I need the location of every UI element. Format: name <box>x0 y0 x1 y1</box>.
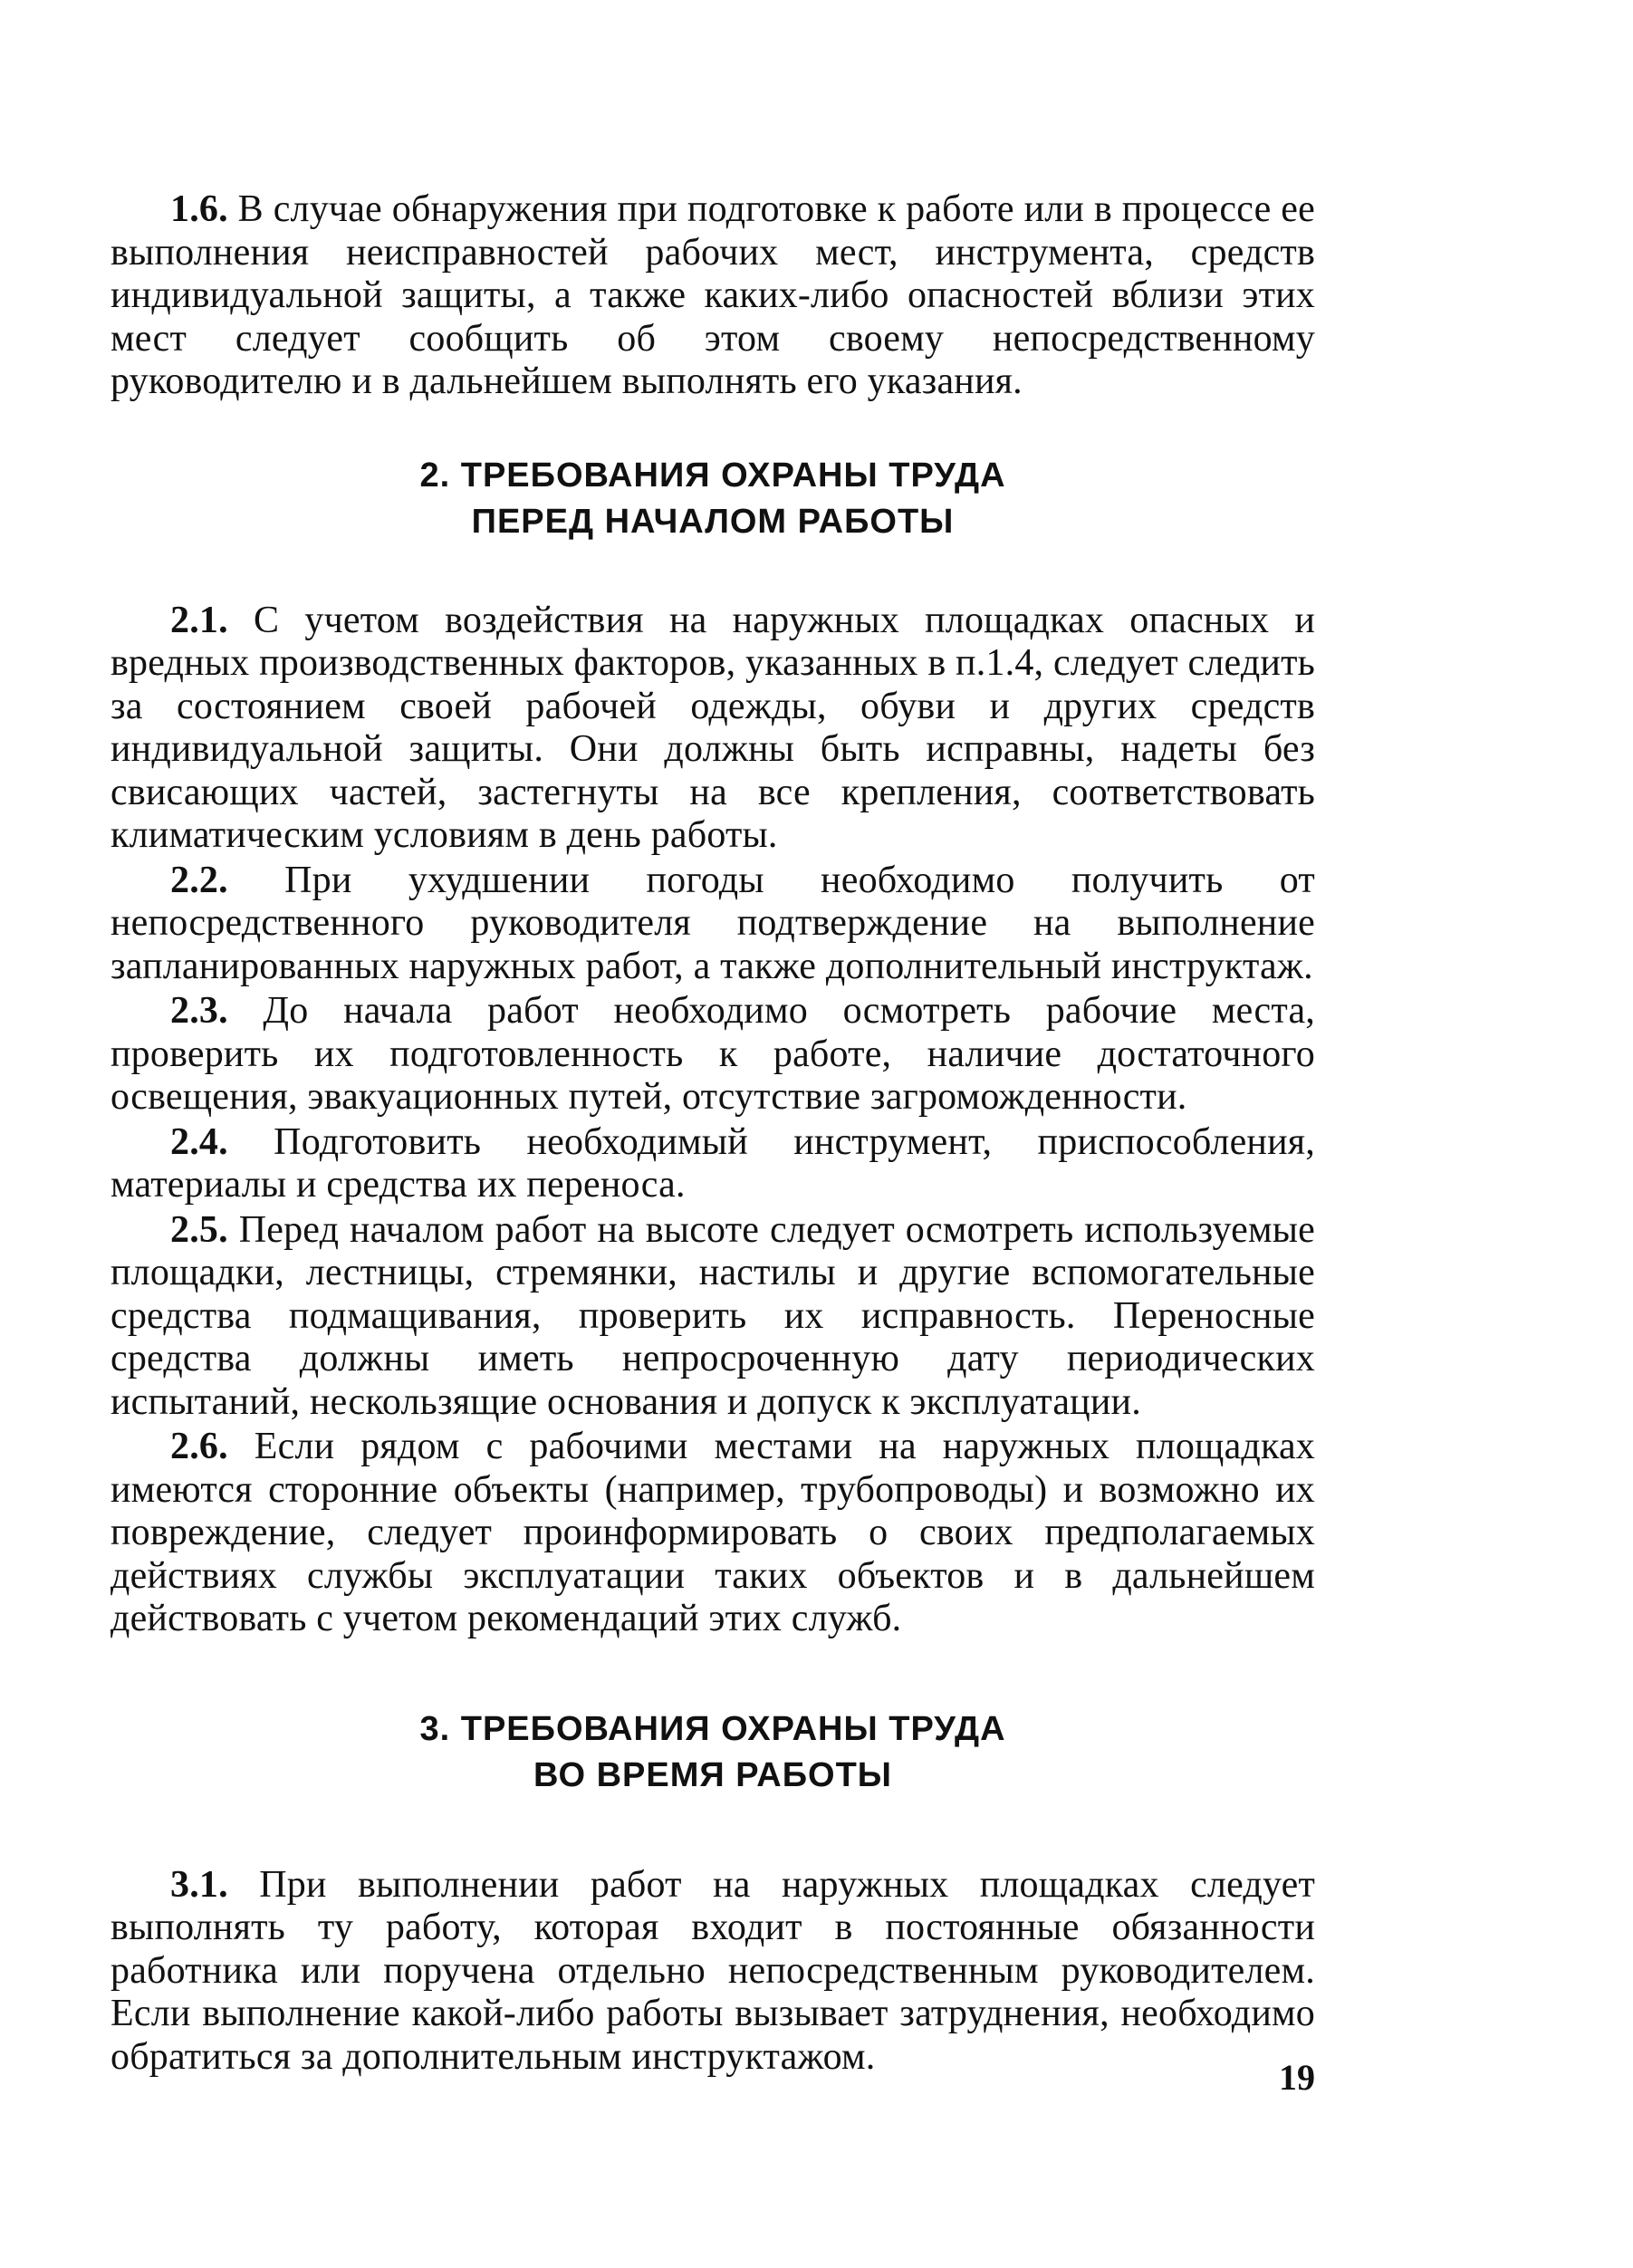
paragraph-1-6 <box>110 188 1315 404</box>
paragraph-number: 2.6. <box>170 1426 228 1467</box>
paragraph-number: 2.1. <box>170 599 228 641</box>
paragraph-number: 2.5. <box>170 1208 228 1251</box>
paragraph-text: Подготовить необходимый инструмент, приспособления, материалы и средства их переноса. <box>110 1120 1315 1206</box>
paragraph-text: При выполнении работ на наружных площадках следует выполнять ту работу, которая входит в постоянные обязанности работника или поручена отдельно непосредственным руководителем. Если выполнение какой-либо работы вызывает затруднения, необходимо обратиться за дополнительным инструктажом. <box>110 1863 1315 2078</box>
paragraph-number: 2.3. <box>170 990 228 1032</box>
page-number: 19 <box>1279 2057 1315 2098</box>
section-2-heading-line-2: ПЕРЕД НАЧАЛОМ РАБОТЫ <box>471 502 955 541</box>
paragraph-2-6 <box>110 1426 1315 1641</box>
paragraph-number: 2.2. <box>170 859 228 901</box>
section-2-heading <box>110 453 1315 545</box>
paragraph-text: В случае обнаружения при подготовке к работе или в процессе ее выполнения неисправностей рабочих мест, инструмента, средств индивидуальной защиты, а также каких-либо опасностей вблизи этих мест следует сообщить об этом своему непосредственному руководителю и в дальнейшем выполнять его указания. <box>110 188 1315 402</box>
paragraph-number: 1.6. <box>170 188 228 230</box>
paragraph-text: До начала работ необходимо осмотреть рабочие места, проверить их подготовленность к работе, наличие достаточного освещения, эвакуационных путей, отсутствие загроможденности. <box>110 990 1315 1118</box>
paragraph-2-5 <box>110 1209 1315 1425</box>
section-2-heading-line-1: 2. ТРЕБОВАНИЯ ОХРАНЫ ТРУДА <box>419 456 1006 495</box>
page-content <box>110 188 1315 2079</box>
paragraph-text: Если рядом с рабочими местами на наружных площадках имеются сторонние объекты (например, трубопроводы) и возможно их повреждение, следует проинформировать о своих предполагаемых действиях службы эксплуатации таких объектов и в дальнейшем действовать с учетом рекомендаций этих служб. <box>110 1426 1315 1639</box>
section-3-heading <box>110 1706 1315 1799</box>
paragraph-2-4 <box>110 1121 1315 1207</box>
paragraph-number: 2.4. <box>170 1120 228 1163</box>
paragraph-3-1 <box>110 1864 1315 2080</box>
paragraph-text: Перед началом работ на высоте следует осмотреть используемые площадки, лестницы, стремянки, настилы и другие вспомогательные средства подмащивания, проверить их исправность. Переносные средства должны иметь непросроченную дату периодических испытаний, нескользящие основания и допуск к эксплуатации. <box>110 1208 1315 1423</box>
paragraph-text: При ухудшении погоды необходимо получить от непосредственного руководителя подтверждение на выполнение запланированных наружных работ, а также дополнительный инструктаж. <box>110 859 1315 987</box>
paragraph-2-2 <box>110 860 1315 989</box>
paragraph-2-3 <box>110 990 1315 1120</box>
section-3-heading-line-1: 3. ТРЕБОВАНИЯ ОХРАНЫ ТРУДА <box>419 1709 1006 1748</box>
section-3-heading-line-2: ВО ВРЕМЯ РАБОТЫ <box>533 1755 892 1794</box>
paragraph-text: С учетом воздействия на наружных площадках опасных и вредных производственных факторов, указанных в п.1.4, следует следить за состоянием своей рабочей одежды, обуви и других средств индивидуальной защиты. Они должны быть исправны, надеты без свисающих частей, застегнуты на все крепления, соответствовать климатическим условиям в день работы. <box>110 599 1315 856</box>
paragraph-2-1 <box>110 600 1315 858</box>
paragraph-number: 3.1. <box>170 1863 228 1906</box>
